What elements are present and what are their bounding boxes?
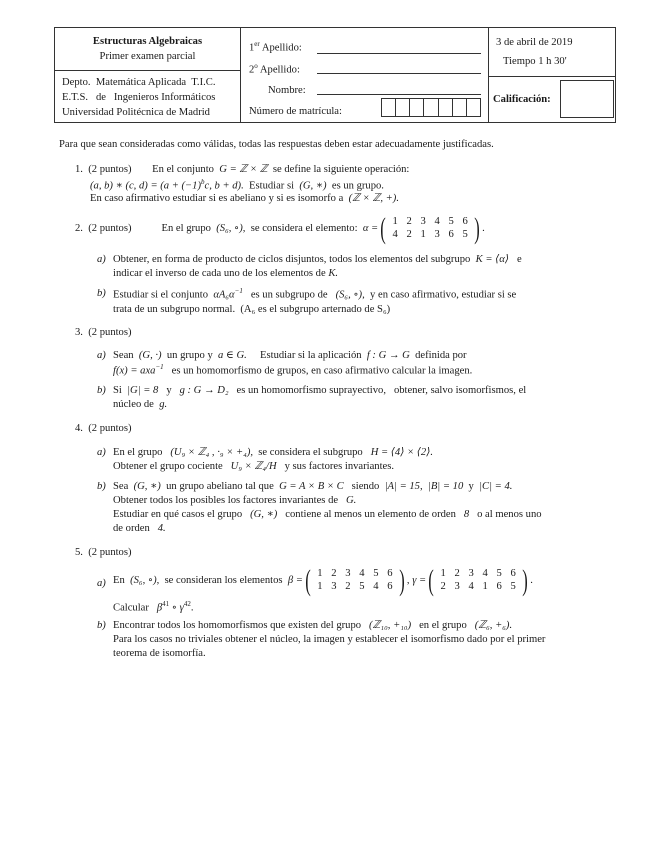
permutation-entry: 5 [448,216,454,228]
q5-b-text: Encontrar todos los homomorfismos que existen del grupo (ℤ₁₀, +₁₀) en el grupo (ℤ₆, +₆). Para los casos no triviales obtener el núcleo, la imagen y establecer el isomorfismo dado por el primer teorema de isomorfía. [113,620,546,660]
permutation-entry: 6 [510,568,516,580]
question-1-line-3: En caso afirmativo estudiar si es abeliano y si es isomorfo a (ℤ × ℤ, +). [90,193,399,204]
q2-b-label: b) [97,288,106,299]
exam-date: 3 de abril de 2019 [496,37,573,48]
permutation-entry: 1 [482,581,488,592]
beta-permutation: ( 1 2 3 4 5 6 1 3 2 5 4 6 ) [305,564,405,597]
question-4: 4. (2 puntos) [75,423,132,434]
permutation-entry: 5 [359,581,365,592]
permutation-entry: 4 [392,229,398,240]
q5-a-label: a) [97,578,106,589]
permutation-entry: 3 [345,568,351,580]
permutation-entry: 2 [440,581,446,592]
course-title: Estructuras Algebraicas [92,36,203,47]
permutation-entry: 3 [420,216,426,228]
apellido2-label: 2$^o$ Apellido: [249,62,300,76]
permutation-entry: 4 [482,568,488,580]
matricula-digit-box[interactable] [452,98,467,117]
permutation-entry: 6 [448,229,454,240]
header-hline-right [488,76,615,77]
permutation-entry: 1 [317,581,323,592]
exam-time: Tiempo 1 h 30' [503,56,567,67]
question-1-line-2: (a, b) ∗ (c, $d) = (a + (-1)^bc$, b + d). Estudiar si (G, ∗) es un grupo. [90,178,384,192]
permutation-entry: 5 [373,568,379,580]
q4-b-label: b) [97,481,106,492]
header-divider-2 [488,27,489,122]
q4-a-text: En el grupo (U₉ × ℤ₄ , ·₉ × +₄), se considera el subgrupo H = ⟨4⟩ × ⟨2⟩. Obtener el grupo cociente U₉ × ℤ₄/H y sus factores invariantes. [113,447,434,473]
question-2: 2. (2 puntos) En el grupo (S₆, ∘), se considera el elemento: α = ( 1 2 3 4 5 6 4 2 1 3 6 5 ) . [75,212,485,245]
grade-label: Calificación: [493,94,551,105]
permutation-entry: 3 [468,568,474,580]
matricula-digit-box[interactable] [423,98,438,117]
permutation-entry: 1 [420,229,426,240]
nombre-field[interactable] [317,84,481,95]
dept-line: Depto. Matemática Aplicada T.I.C. [62,77,216,88]
apellido1-label: 1er Apellido: [249,40,302,54]
alpha-permutation: ( 1 2 3 4 5 6 4 2 1 3 6 5 ) [380,212,480,245]
permutation-entry: 6 [387,568,393,580]
permutation-entry: 2 [454,568,460,580]
permutation-entry: 1 [392,216,398,228]
matricula-digit-box[interactable] [466,98,481,117]
nombre-label: Nombre: [268,85,306,96]
permutation-entry: 1 [317,568,323,580]
header-hline-left [54,70,241,71]
permutation-entry: 6 [496,581,502,592]
permutation-entry: 2 [345,581,351,592]
matricula-digit-box[interactable] [438,98,453,117]
apellido1-field[interactable] [317,43,481,54]
university-line: Universidad Politécnica de Madrid [62,107,210,118]
question-5: 5. (2 puntos) [75,547,132,558]
matricula-digit-box[interactable] [409,98,424,117]
q4-b-text: Sea (G, ∗) un grupo abeliano tal que G = A × B × C siendo |A| = 15, |B| = 10 y |C| = 4. Obtener todos los posibles los factores invariantes de G. Estudiar en qué casos el grupo (G, ∗) contiene al menos un elemento de orden 8 o al menos uno de orden 4. [113,481,542,535]
permutation-entry: 3 [434,229,440,240]
school-line: E.T.S. de Ingenieros Informáticos [62,92,216,103]
question-3: 3. (2 puntos) [75,327,132,338]
permutation-entry: 2 [406,229,412,240]
permutation-entry: 6 [387,581,393,592]
q2-b-text: Estudiar si el conjunto $\alpha A_6\alpha^{-1}$ es un subgrupo de (S₆, ∘), y en caso afirmativo, estudiar si se trata de un subgrupo normal. (A₆ es el subgrupo arternado de S₆) [113,287,517,315]
q5-a-calc: Calcular $\beta^{41}$ ∘ $\gamma^{42}$. [113,600,194,614]
q3-b-label: b) [97,385,106,396]
permutation-entry: 1 [440,568,446,580]
exam-name: Primer examen parcial [99,51,196,62]
permutation-entry: 4 [434,216,440,228]
gamma-permutation: ( 1 2 3 4 5 6 2 3 4 1 6 5 ) [428,564,528,597]
q3-b-text: Si |G| = 8 y g : G → D₂ es un homomorfismo suprayectivo, obtener, salvo isomorfismos, el núcleo de g. [113,385,527,411]
q4-a-label: a) [97,447,106,458]
matricula-digit-box[interactable] [381,98,396,117]
permutation-entry: 6 [462,216,468,228]
permutation-entry: 4 [373,581,379,592]
q5-b-label: b) [97,620,106,631]
permutation-entry: 4 [468,581,474,592]
grade-box[interactable] [560,80,614,118]
permutation-entry: 4 [359,568,365,580]
matricula-digit-box[interactable] [395,98,410,117]
permutation-entry: 5 [496,568,502,580]
q2-a-text: Obtener, en forma de producto de ciclos disjuntos, todos los elementos del subgrupo K = ⟨α⟩ e indicar el inverso de cada uno de los elementos de K. [113,254,522,280]
q3-a-text: Sean (G, ·) un grupo y a ∈ G. Estudiar si la aplicación f : G → G definida por f(x) = axa$^{-1}$ es un homomorfismo de grupos, en caso afirmativo calcular la imagen. [113,350,473,377]
q5-a-line-1: En (S₆, ∘), se consideran los elementos β = ( 1 2 3 4 5 6 1 3 2 5 4 6 ) , γ = ( 1 2 3 4 5 6 2 3 4 1 6 5 ) . [113,564,533,597]
q2-a-label: a) [97,254,106,265]
intro-text: Para que sean consideradas como válidas, todas las respuestas deben estar adecuadamente justificadas. [59,139,494,150]
permutation-entry: 5 [510,581,516,592]
permutation-entry: 2 [331,568,337,580]
permutation-entry: 5 [462,229,468,240]
permutation-entry: 3 [454,581,460,592]
q3-a-label: a) [97,350,106,361]
matricula-boxes[interactable] [381,98,481,117]
permutation-entry: 2 [406,216,412,228]
permutation-entry: 3 [331,581,337,592]
matricula-label: Número de matrícula: [249,106,342,117]
apellido2-field[interactable] [317,63,481,74]
question-1: 1. (2 puntos) En el conjunto G = ℤ × ℤ se define la siguiente operación: [75,164,410,175]
